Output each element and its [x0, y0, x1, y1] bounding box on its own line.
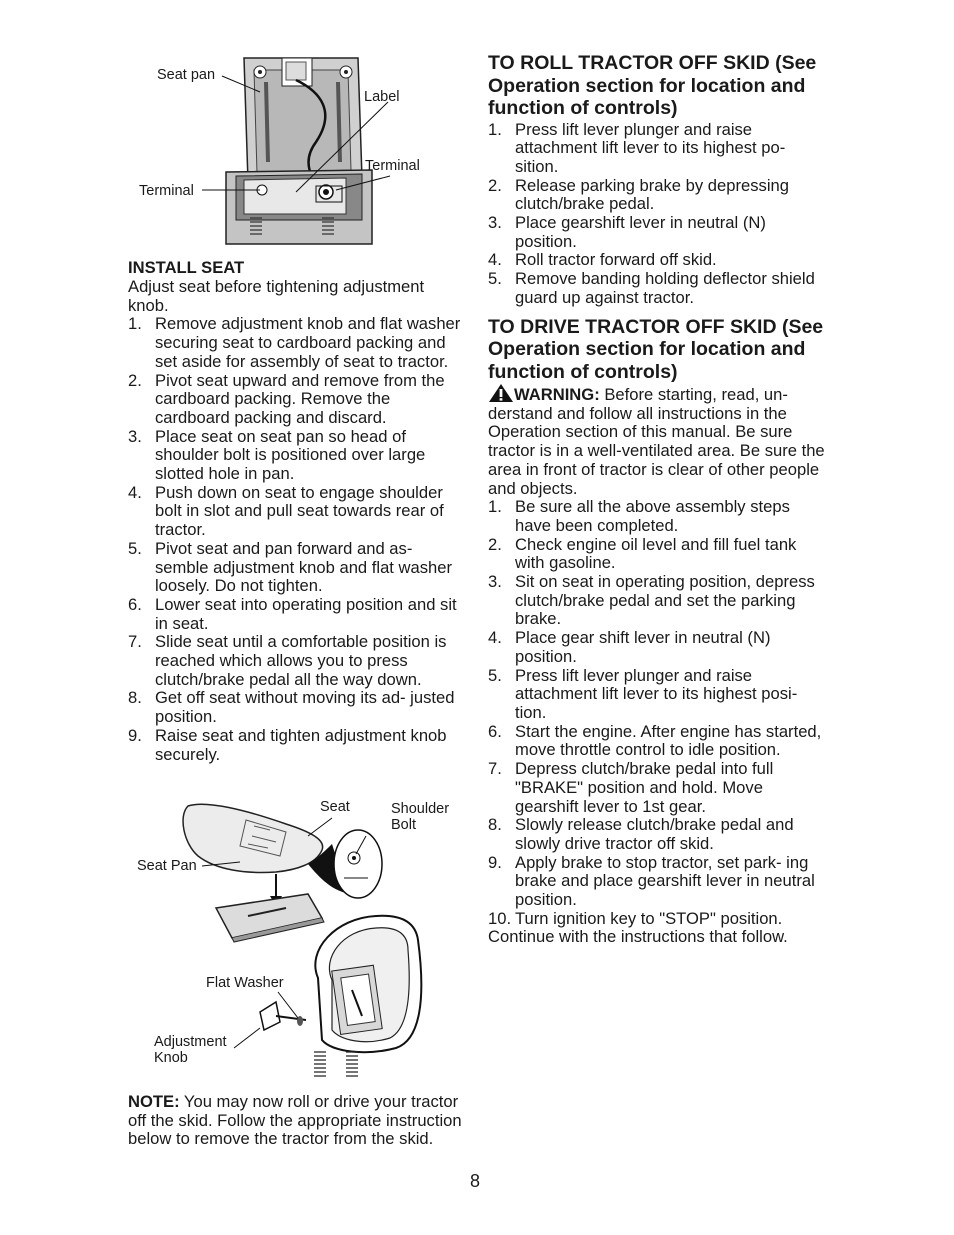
list-item: 5. Press lift lever plunger and raise attachment lift lever to its highest posi- tion.: [488, 665, 798, 722]
label-flat-washer: Flat Washer: [206, 975, 284, 991]
list-item: 8. Slowly release clutch/brake pedal and slowly drive tractor off skid.: [488, 815, 794, 853]
label-terminal-left: Terminal: [139, 183, 194, 199]
left-column: [128, 258, 468, 764]
install-seat-heading: INSTALL SEAT: [128, 258, 245, 277]
list-item: 6. Start the engine. After engine has started, move throttle control to idle position.: [488, 721, 822, 760]
label-adjustment-knob: Adjustment Knob: [154, 1034, 227, 1066]
list-item: 3. Sit on seat in operating position, depress clutch/brake pedal and set the parking brake.: [488, 572, 815, 629]
list-item: 5. Remove banding holding deflector shield guard up against tractor.: [488, 269, 815, 307]
label-seat-pan-2: Seat Pan: [137, 858, 197, 874]
closing-text: Continue with the instructions that follow.: [488, 927, 788, 947]
drive-off-heading: TO DRIVE TRACTOR OFF SKID (See Operation section for location and function of controls): [488, 315, 824, 383]
list-item: 3. Place gearshift lever in neutral (N) position.: [488, 213, 766, 251]
label-terminal-right: Terminal: [365, 158, 420, 174]
list-item: 4. Roll tractor forward off skid.: [488, 250, 717, 270]
list-item: 3. Place seat on seat pan so head of shoulder bolt is positioned over large slotted hole in pan.: [128, 426, 426, 484]
label-shoulder-bolt: Shoulder Bolt: [391, 801, 450, 833]
note-block: [128, 1093, 468, 1149]
label-label: Label: [364, 89, 400, 105]
list-item: 1. Remove adjustment knob and flat washer securing seat to cardboard packing and set aside for assembly of seat to tractor.: [128, 314, 461, 371]
warning-label: WARNING:: [514, 385, 600, 405]
list-item: 6. Lower seat into operating position and sit in seat.: [128, 594, 457, 633]
note-label: NOTE:: [128, 1092, 180, 1111]
seat-assembly-figure: [136, 790, 466, 1090]
roll-off-heading: TO ROLL TRACTOR OFF SKID (See Operation section for location and function of controls): [488, 52, 817, 119]
roll-off-steps: [488, 121, 828, 308]
note-text: You may now roll or drive your tractor off the skid. Follow the appropriate instruction below to remove the tractor from the skid.: [128, 1092, 462, 1149]
warning-paragraph: [488, 383, 828, 498]
list-item: 7. Slide seat until a comfortable position is reached which allows you to press clutch/brake pedal all the way down.: [128, 632, 447, 689]
warning-triangle-icon: [488, 383, 514, 403]
list-item: 1. Be sure all the above assembly steps have been completed.: [488, 497, 790, 535]
list-item: 7. Depress clutch/brake pedal into full "BRAKE" position and hold. Move gearshift lever to 1st gear.: [488, 759, 774, 816]
install-seat-steps: [128, 315, 468, 764]
label-seat: Seat: [320, 799, 350, 815]
warning-text: Before starting, read, un- derstand and follow all instructions in the Operation section of this manual. Be sure tractor is in a well-ventilated area. Be sure the area in front of tractor is clear of other people and objects.: [488, 385, 825, 498]
seat-pan-wiring-figure: [136, 52, 436, 252]
install-seat-intro: Adjust seat before tightening adjustment knob.: [128, 277, 425, 315]
label-seat-pan: Seat pan: [157, 67, 216, 83]
note-paragraph: [128, 1093, 468, 1149]
list-item: 2. Release parking brake by depressing clutch/brake pedal.: [488, 175, 789, 214]
list-item: 10. Turn ignition key to "STOP" position.: [488, 908, 783, 928]
list-item: 2. Check engine oil level and fill fuel tank with gasoline.: [488, 534, 797, 573]
right-column: [488, 52, 828, 947]
list-item: 9. Raise seat and tighten adjustment knob securely.: [128, 725, 447, 764]
drive-off-steps: [488, 498, 828, 928]
list-item: 4. Push down on seat to engage shoulder bolt in slot and pull seat towards rear of tractor.: [128, 482, 444, 540]
page-number: 8: [470, 1171, 481, 1191]
list-item: 8. Get off seat without moving its ad- justed position.: [128, 688, 455, 727]
list-item: 2. Pivot seat upward and remove from the cardboard packing. Remove the cardboard packing and discard.: [128, 370, 445, 427]
list-item: 1. Press lift lever plunger and raise attachment lift lever to its highest po- sition.: [488, 119, 786, 176]
list-item: 9. Apply brake to stop tractor, set park- ing brake and place gearshift lever in neutral position.: [488, 852, 815, 910]
list-item: 4. Place gear shift lever in neutral (N) position.: [488, 628, 771, 666]
list-item: 5. Pivot seat and pan forward and as- semble adjustment knob and flat washer loosely. Do not tighten.: [128, 538, 453, 596]
